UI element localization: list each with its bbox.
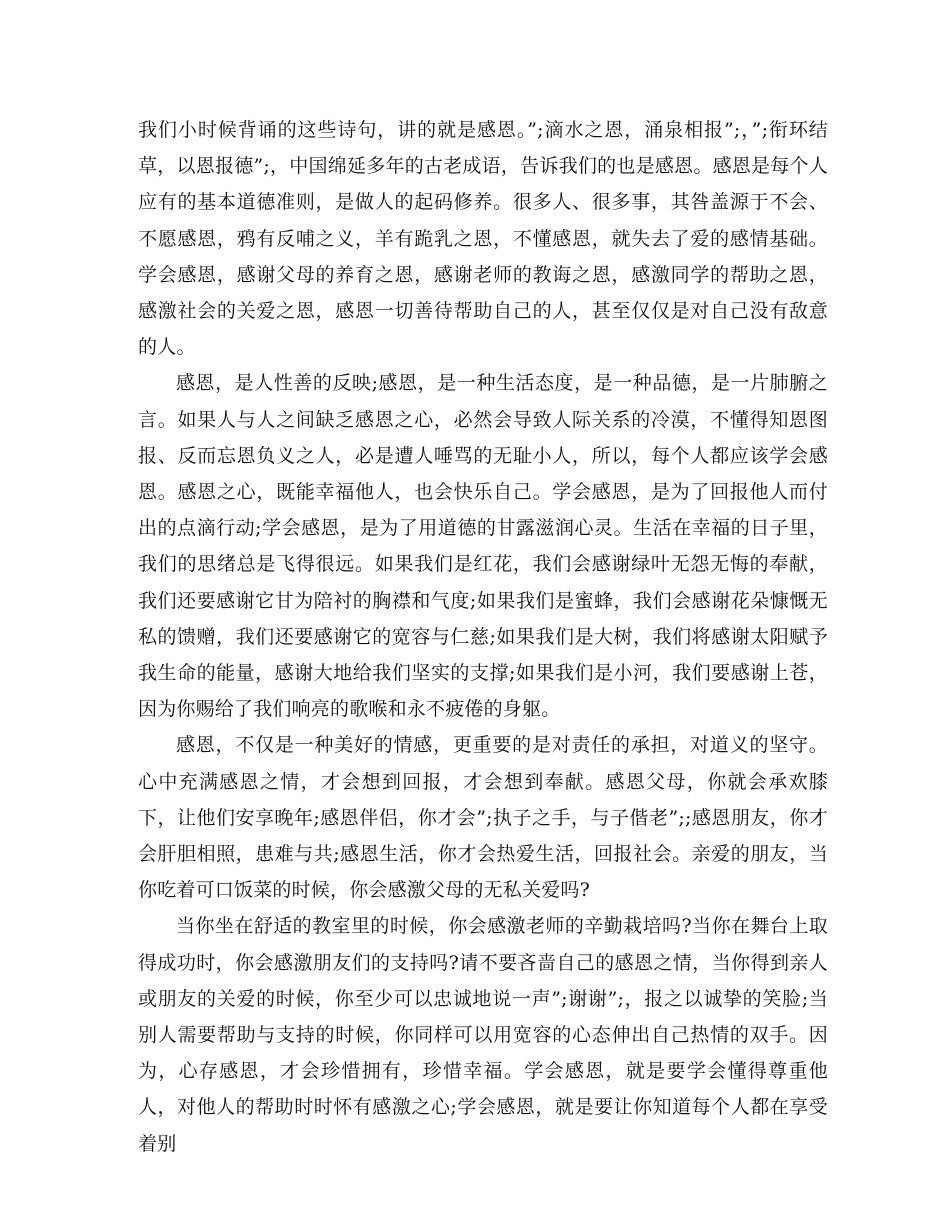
paragraph-1: 我们小时候背诵的这些诗句，讲的就是感恩。”;滴水之恩，涌泉相报”;，”;衔环结草，以恩报德”;，中国绵延多年的古老成语，告诉我们的也是感恩。感恩是每个人应有的基本道德准则，是做人的起码修养。很多人、很多事，其咎盖源于不会、不愿感恩，鸦有反哺之义，羊有跪乳之恩，不懂感恩，就失去了爱的感情基础。学会感恩，感谢父母的养育之恩，感谢老师的教诲之恩，感激同学的帮助之恩，感激社会的关爱之恩，感恩一切善待帮助自己的人，甚至仅仅是对自己没有敌意的人。	[138, 119, 828, 359]
paragraph-3: 感恩，不仅是一种美好的情感，更重要的是对责任的承担，对道义的坚守。心中充满感恩之情，才会想到回报，才会想到奉献。感恩父母，你就会承欢膝下，让他们安享晚年;感恩伴侣，你才会”;执子之手，与子偕老”;;感恩朋友，你才会肝胆相照，患难与共;感恩生活，你才会热爱生活，回报社会。亲爱的朋友，当你吃着可口饭菜的时候，你会感激父母的无私关爱吗?	[138, 734, 828, 902]
document-body	[138, 112, 828, 1162]
paragraph-2: 感恩，是人性善的反映;感恩，是一种生活态度，是一种品德，是一片肺腑之言。如果人与人之间缺乏感恩之心，必然会导致人际关系的冷漠，不懂得知恩图报、反而忘恩负义之人，必是遭人唾骂的无耻小人，所以，每个人都应该学会感恩。感恩之心，既能幸福他人，也会快乐自己。学会感恩，是为了回报他人而付出的点滴行动;学会感恩，是为了用道德的甘露滋润心灵。生活在幸福的日子里，我们的思绪总是飞得很远。如果我们是红花，我们会感谢绿叶无怨无悔的奉献，我们还要感谢它甘为陪衬的胸襟和气度;如果我们是蜜蜂，我们会感谢花朵慷慨无私的馈赠，我们还要感谢它的宽容与仁慈;如果我们是大树，我们将感谢太阳赋予我生命的能量，感谢大地给我们坚实的支撑;如果我们是小河，我们要感谢上苍，因为你赐给了我们响亮的歌喉和永不疲倦的身躯。	[138, 372, 828, 721]
paragraph-4: 当你坐在舒适的教室里的时候，你会感激老师的辛勤栽培吗?当你在舞台上取得成功时，你会感激朋友们的支持吗?请不要吝啬自己的感恩之情，当你得到亲人或朋友的关爱的时候，你至少可以忠诚地说一声”;谢谢”;，报之以诚挚的笑脸;当别人需要帮助与支持的时候，你同样可以用宽容的心态伸出自己热情的双手。因为，心存感恩，才会珍惜拥有，珍惜幸福。学会感恩，就是要学会懂得尊重他人，对他人的帮助时时怀有感激之心;学会感恩，就是要让你知道每个人都在享受着别	[138, 915, 828, 1155]
